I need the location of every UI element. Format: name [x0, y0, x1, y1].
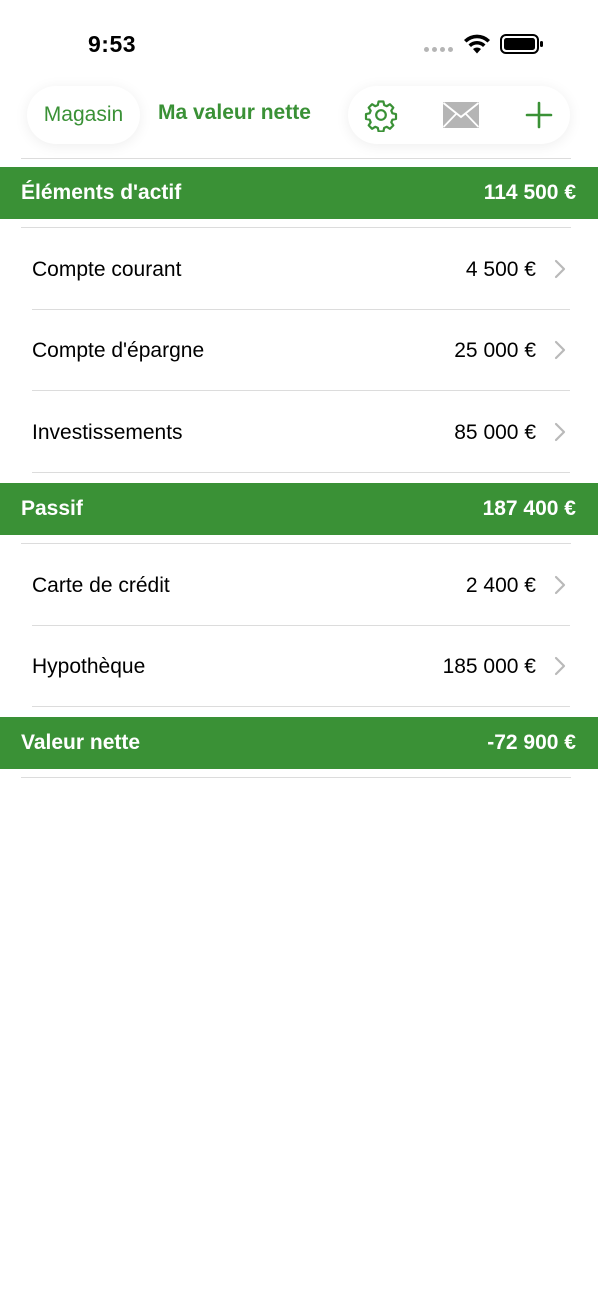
status-bar	[0, 0, 598, 80]
wifi-icon	[462, 33, 492, 55]
cellular-dots-icon	[424, 47, 453, 52]
chevron-right-icon	[554, 656, 566, 676]
mail-icon	[443, 102, 479, 128]
net-worth-title: Valeur nette	[21, 731, 141, 754]
status-time: 9:53	[88, 31, 137, 57]
chevron-right-icon	[554, 259, 566, 279]
liabilities-total: 187 400 €	[482, 497, 576, 520]
chevron-right-icon	[554, 575, 566, 595]
header-divider	[21, 158, 571, 159]
net-worth-header	[0, 717, 598, 769]
list-item[interactable]	[0, 545, 598, 626]
list-item[interactable]	[0, 310, 598, 391]
plus-icon	[525, 101, 553, 129]
item-value: 185 000 €	[442, 654, 536, 678]
item-label: Carte de crédit	[32, 573, 170, 597]
item-value: 2 400 €	[465, 573, 536, 597]
mail-button[interactable]	[428, 86, 494, 144]
liabilities-divider	[21, 543, 571, 544]
settings-button[interactable]	[348, 86, 414, 144]
store-button[interactable]: Magasin	[43, 103, 124, 126]
gear-icon	[364, 98, 398, 132]
item-label: Compte courant	[32, 257, 182, 281]
store-pill	[27, 86, 140, 144]
row-separator	[32, 472, 570, 473]
item-label: Hypothèque	[32, 654, 146, 678]
assets-divider	[21, 227, 571, 228]
battery-icon	[500, 34, 544, 54]
list-item[interactable]	[0, 392, 598, 473]
item-label: Investissements	[32, 420, 183, 444]
item-value: 85 000 €	[454, 420, 536, 444]
net-worth-total: -72 900 €	[487, 731, 576, 754]
item-value: 25 000 €	[454, 338, 536, 362]
net-worth-divider	[21, 777, 571, 778]
item-value: 4 500 €	[465, 257, 536, 281]
assets-title: Éléments d'actif	[21, 181, 182, 204]
item-label: Compte d'épargne	[32, 338, 205, 362]
row-separator	[32, 706, 570, 707]
liabilities-header	[0, 483, 598, 535]
actions-pill	[348, 86, 570, 144]
chevron-right-icon	[554, 422, 566, 442]
list-item[interactable]	[0, 229, 598, 310]
liabilities-title: Passif	[21, 497, 83, 520]
row-separator	[32, 390, 570, 391]
list-item[interactable]	[0, 626, 598, 707]
add-button[interactable]	[506, 86, 572, 144]
assets-header	[0, 167, 598, 219]
chevron-right-icon	[554, 340, 566, 360]
page-title: Ma valeur nette	[158, 101, 311, 124]
assets-total: 114 500 €	[483, 181, 576, 204]
